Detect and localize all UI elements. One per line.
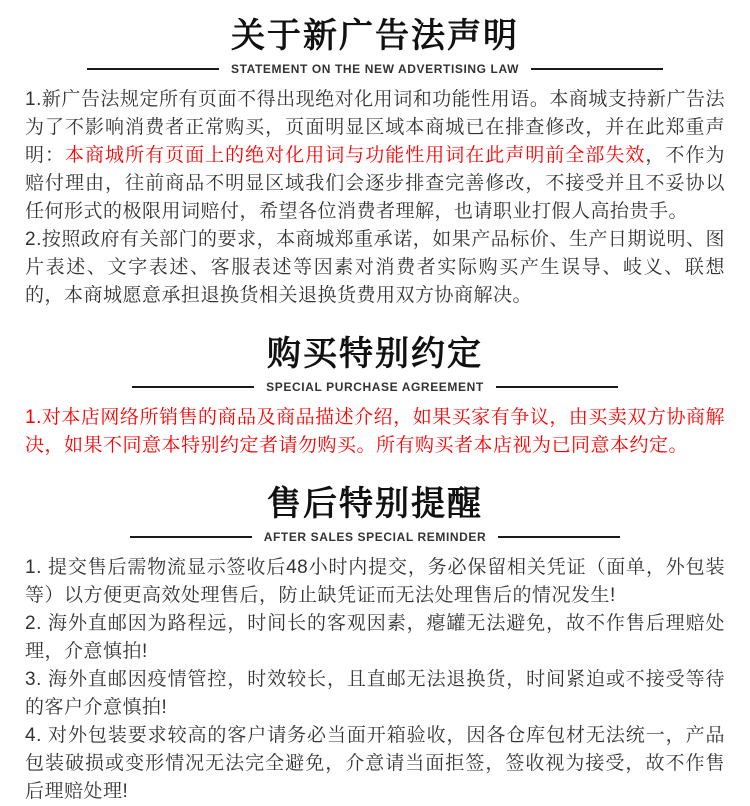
subtitle-line-right — [531, 68, 663, 70]
subtitle-text: AFTER SALES SPECIAL REMINDER — [263, 530, 487, 544]
after-sales-paragraph-3 — [25, 666, 725, 722]
section-subtitle-after-sales — [25, 530, 725, 544]
text-segment: 2.按照政府有关部门的要求，本商城郑重承诺，如果产品标价、生产日期说明、图片表述、文字表述、客服表述等因素对消费者实际购买产生误导、岐义、联想的，本商城愿意承担退换货相关退换货费用双方协商解决。 — [25, 229, 725, 306]
section-subtitle-purchase-agreement — [25, 380, 725, 394]
section-special-purchase-agreement — [25, 310, 725, 460]
subtitle-text: SPECIAL PURCHASE AGREEMENT — [266, 380, 484, 394]
text-segment: 2. 海外直邮因为路程远，时间长的客观因素，瘪罐无法避免，故不作售后理赔处理，介意慎拍! — [25, 613, 725, 662]
after-sales-paragraph-2 — [25, 610, 725, 666]
subtitle-text: STATEMENT ON THE NEW ADVERTISING LAW — [230, 62, 520, 76]
text-segment: 3. 海外直邮因疫情管控，时效较长，且直邮无法退换货，时间紧迫或不接受等待的客户介意慎拍! — [25, 669, 725, 718]
text-segment-red: 本商城所有页面上的绝对化用词与功能性用词在此声明前全部失效 — [65, 145, 646, 166]
after-sales-paragraph-1 — [25, 554, 725, 610]
text-segment: 1. 提交售后需物流显示签收后48小时内提交，务必保留相关凭证（面单，外包装等）以方便更高效处理售后，防止缺凭证而无法处理售后的情况发生! — [25, 557, 725, 606]
subtitle-line-left — [87, 68, 219, 70]
section-title-advertising-law: 关于新广告法声明 — [231, 17, 519, 55]
section-title-after-sales: 售后特别提醒 — [267, 485, 483, 523]
subtitle-line-left — [130, 536, 252, 538]
advertising-law-paragraph-2 — [25, 226, 725, 310]
text-segment: ，不作为赔付理由，往前商品不明显区域我们会逐步排查完善修改，不接受并且不妥协以任何形式的极限用词赔付，希望各位消费者理解，也请职业打假人高抬贵手。 — [25, 145, 725, 222]
subtitle-line-left — [132, 386, 254, 388]
section-new-advertising-law — [25, 0, 725, 310]
subtitle-line-right — [498, 536, 620, 538]
section-title-purchase-agreement: 购买特别约定 — [267, 335, 483, 373]
text-segment: 1.新广告法规定所有页面不得出现绝对化用词和功能性用语。本商城支持新广告法为了不影响消费者正常购买，页面明显区域本商城已在排查修改，并在此郑重声明： — [25, 89, 725, 166]
after-sales-paragraph-4 — [25, 722, 725, 806]
subtitle-line-right — [496, 386, 618, 388]
section-subtitle-advertising-law — [25, 62, 725, 76]
advertising-law-paragraph-1 — [25, 86, 725, 226]
section-after-sales-reminder — [25, 460, 725, 806]
text-segment: 4. 对外包装要求较高的客户请务必当面开箱验收，因各仓库包材无法统一，产品包装破损或变形情况无法完全避免，介意请当面拒签，签收视为接受，故不作售后理赔处理! — [25, 725, 725, 802]
text-segment-red: 1.对本店网络所销售的商品及商品描述介绍，如果买家有争议，由买卖双方协商解决，如果不同意本特别约定者请勿购买。所有购买者本店视为已同意本约定。 — [25, 407, 725, 456]
purchase-agreement-paragraph-1 — [25, 404, 725, 460]
